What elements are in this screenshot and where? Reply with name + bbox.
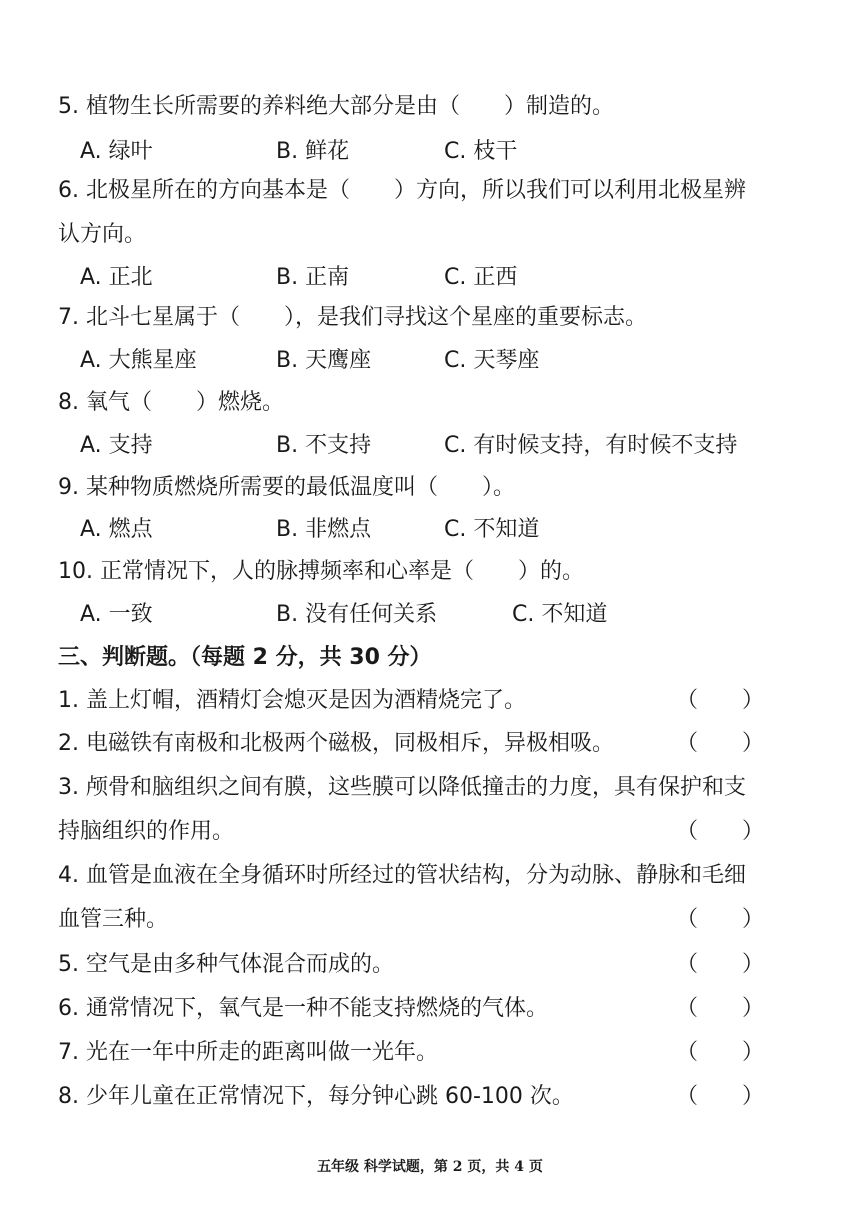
option-a: A. 正北 <box>80 265 153 290</box>
mc-question-10: 10. 正常情况下，人的脉搏频率和心率是（ ）的。 <box>58 559 584 584</box>
option-b: B. 非燃点 <box>276 517 372 542</box>
answer-blank: （ ） <box>676 952 765 977</box>
mc-question-5: 5. 植物生长所需要的养料绝大部分是由（ ）制造的。 <box>58 94 614 119</box>
answer-blank: （ ） <box>676 996 765 1021</box>
option-a: A. 绿叶 <box>80 139 153 164</box>
option-a: A. 支持 <box>80 433 153 458</box>
option-c: C. 枝干 <box>444 139 518 164</box>
tf-question-3-cont: 持脑组织的作用。 <box>58 819 235 844</box>
tf-question-1: 1. 盖上灯帽，酒精灯会熄灭是因为酒精烧完了。 <box>58 688 526 713</box>
tf-question-5: 5. 空气是由多种气体混合而成的。 <box>58 952 394 977</box>
tf-question-4: 4. 血管是血液在全身循环时所经过的管状结构，分为动脉、静脉和毛细 <box>58 863 746 888</box>
answer-blank: （ ） <box>676 688 765 713</box>
option-c: C. 不知道 <box>512 602 608 627</box>
option-c: C. 正西 <box>444 265 518 290</box>
option-a: A. 一致 <box>80 602 153 627</box>
tf-question-8: 8. 少年儿童在正常情况下，每分钟心跳 60-100 次。 <box>58 1084 574 1109</box>
answer-blank: （ ） <box>676 1084 765 1109</box>
option-b: B. 天鹰座 <box>276 348 372 373</box>
answer-blank: （ ） <box>676 731 765 756</box>
tf-question-6: 6. 通常情况下，氧气是一种不能支持燃烧的气体。 <box>58 996 548 1021</box>
option-a: A. 燃点 <box>80 517 153 542</box>
option-b: B. 正南 <box>276 265 350 290</box>
section-title: 三、判断题。（每题 2 分，共 30 分） <box>58 645 432 670</box>
option-b: B. 鲜花 <box>276 139 350 164</box>
answer-blank: （ ） <box>676 819 765 844</box>
tf-question-7: 7. 光在一年中所走的距离叫做一光年。 <box>58 1040 438 1065</box>
option-a: A. 大熊星座 <box>80 348 197 373</box>
mc-question-6: 6. 北极星所在的方向基本是（ ）方向，所以我们可以利用北极星辨 <box>58 178 746 203</box>
option-c: C. 天琴座 <box>444 348 540 373</box>
option-b: B. 不支持 <box>276 433 372 458</box>
option-c: C. 不知道 <box>444 517 540 542</box>
tf-question-4-cont: 血管三种。 <box>58 907 169 932</box>
mc-question-6-cont: 认方向。 <box>58 222 147 247</box>
page-footer: 五年级 科学试题，第 2 页，共 4 页 <box>317 1159 543 1175</box>
option-b: B. 没有任何关系 <box>276 602 438 627</box>
tf-question-3: 3. 颅骨和脑组织之间有膜，这些膜可以降低撞击的力度，具有保护和支 <box>58 775 746 800</box>
answer-blank: （ ） <box>676 1040 765 1065</box>
mc-question-8: 8. 氧气（ ）燃烧。 <box>58 390 284 415</box>
answer-blank: （ ） <box>676 907 765 932</box>
option-c: C. 有时候支持，有时候不支持 <box>444 433 738 458</box>
tf-question-2: 2. 电磁铁有南极和北极两个磁极，同极相斥，异极相吸。 <box>58 731 614 756</box>
mc-question-7: 7. 北斗七星属于（ ），是我们寻找这个星座的重要标志。 <box>58 305 647 330</box>
mc-question-9: 9. 某种物质燃烧所需要的最低温度叫（ ）。 <box>58 475 515 500</box>
